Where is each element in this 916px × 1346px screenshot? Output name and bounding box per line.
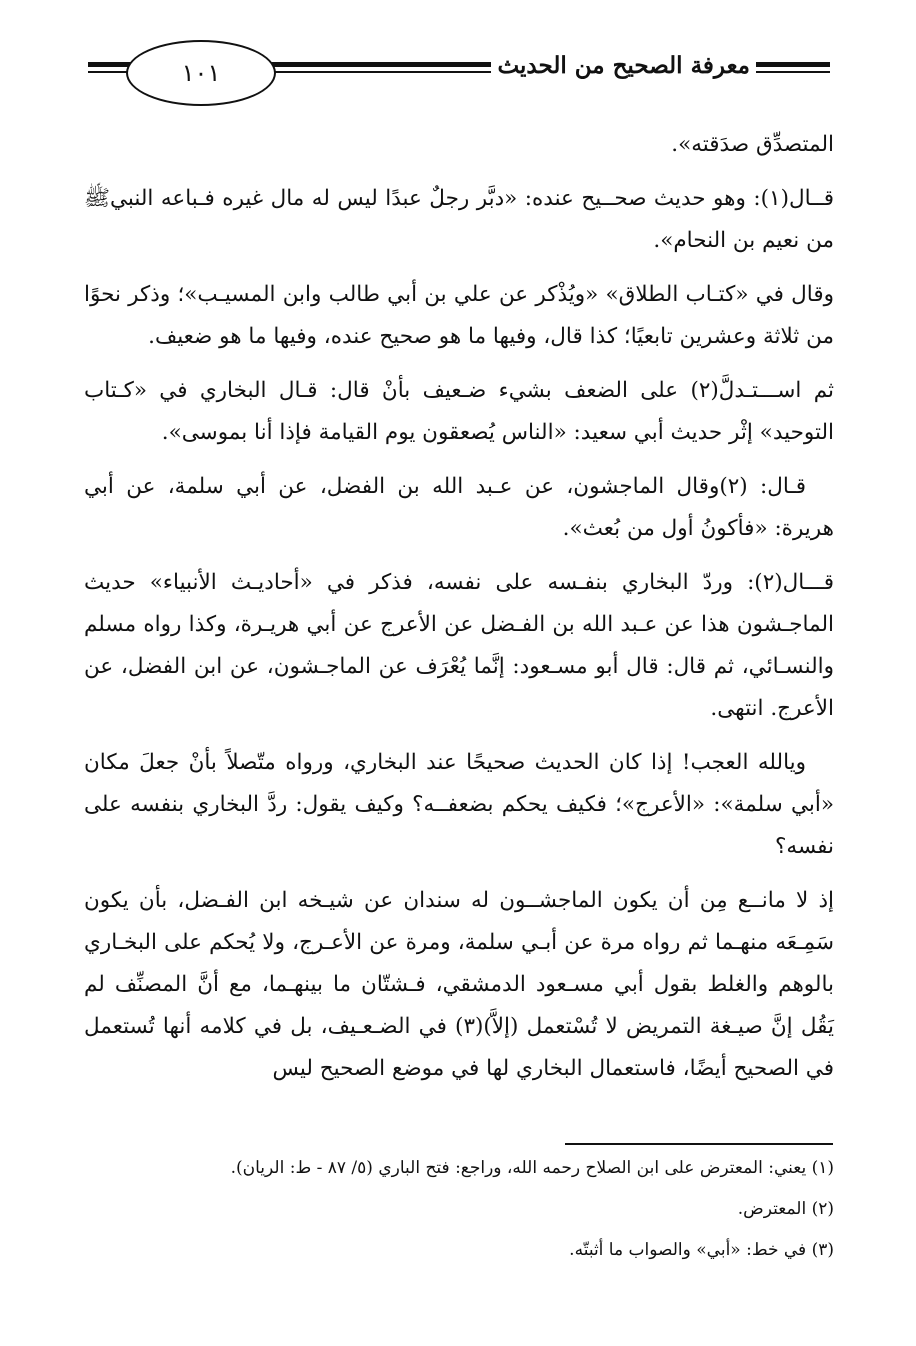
paragraph-4: ثم اســـتـدلَّ(٢) على الضعف بشيء ضـعيف بأنْ قال: قـال البخاري في «كـتاب التوحيد» إثْر حديث أبي سعيد: «الناس يُصعقون يوم القيامة فإذا أنا بموسى».: [84, 378, 834, 445]
paragraph-5: قـال: (٢)وقال الماجشون، عن عـبد الله بن الفضل، عن أبي سلمة، عن أبي هريرة: «فأكونُ أول من بُعث».: [84, 474, 834, 541]
paragraph-2: قــال(١): وهو حديث صحــيح عنده: «دبَّر رجلٌ عبدًا ليس له مال غيره فـباعه النبيﷺ من نعيم بن النحام».: [84, 186, 834, 253]
page-number: ١٠١: [181, 59, 221, 87]
footnote-3: (٣) في خط: «أبي» والصواب ما أثبتّه.: [569, 1240, 834, 1260]
footnotes: [84, 1156, 834, 1279]
paragraph-3: وقال في «كتـاب الطلاق» «ويُذْكر عن علي بن أبي طالب وابن المسيـب»؛ وذكر نحوًا من ثلاثة وعشرين تابعيًا؛ كذا قال، وفيها ما هو صحيح عنده، وفيها ما هو ضعيف.: [84, 282, 834, 349]
page-header: [88, 36, 830, 112]
page-number-oval: [126, 40, 276, 106]
main-text: [84, 124, 834, 1102]
paragraph-1: المتصدِّق صدَقته».: [671, 132, 834, 157]
footnote-separator: [565, 1143, 833, 1145]
paragraph-8: إذ لا مانــع مِن أن يكون الماجشــون له سندان عن شيـخه ابن الفـضل، بأن يكون سَمِـعَه منهـما ثم رواه مرة عن أبـي سلمة، ومرة عن الأعـرج، ولا يُحكم على البخـاري بالوهم والغلط بقول أبي مسـعود الدمشقي، فـشتّان ما بينهـما، مع أنَّ المصنِّف لم يَقُل إنَّ صيـغة التمريض لا تُسْتعمل (إلاَّ)(٣) في الضـعـيف، بل في كلامه أنها تُستعمل في الصحيح أيضًا، فاستعمال البخاري لها في موضع الصحيح ليس: [84, 888, 834, 1081]
paragraph-6: قـــال(٢): وردّ البخاري بنفـسه على نفسه، فذكر في «أحاديـث الأنبياء» حديث الماجـشون هذا عن عـبد الله بن الفـضل عن الأعرج عن أبي هريـرة، وكذا رواه مسلم والنسـائي، ثم قال: قال أبو مسـعود: إنَّما يُعْرَف عن الماجـشون، عن ابن الفضل، عن الأعرج. انتهى.: [84, 570, 834, 721]
running-title: معرفة الصحيح من الحديث: [491, 52, 756, 79]
header-rule-left-thick: [88, 62, 132, 67]
paragraph-7: ويالله العجب! إذا كان الحديث صحيحًا عند البخاري، ورواه متّصلاً بأنْ جعلَ مكان «أبي سلمة»: «الأعرج»؛ فكيف يحكم بضعفــه؟ وكيف يقول: ردَّ البخاري بنفسه على نفسه؟: [84, 750, 834, 859]
footnote-1: (١) يعني: المعترض على ابن الصلاح رحمه الله، وراجع: فتح الباري (٥/ ٨٧ - ط: الريان).: [230, 1158, 834, 1178]
footnote-2: (٢) المعترض.: [737, 1199, 834, 1219]
